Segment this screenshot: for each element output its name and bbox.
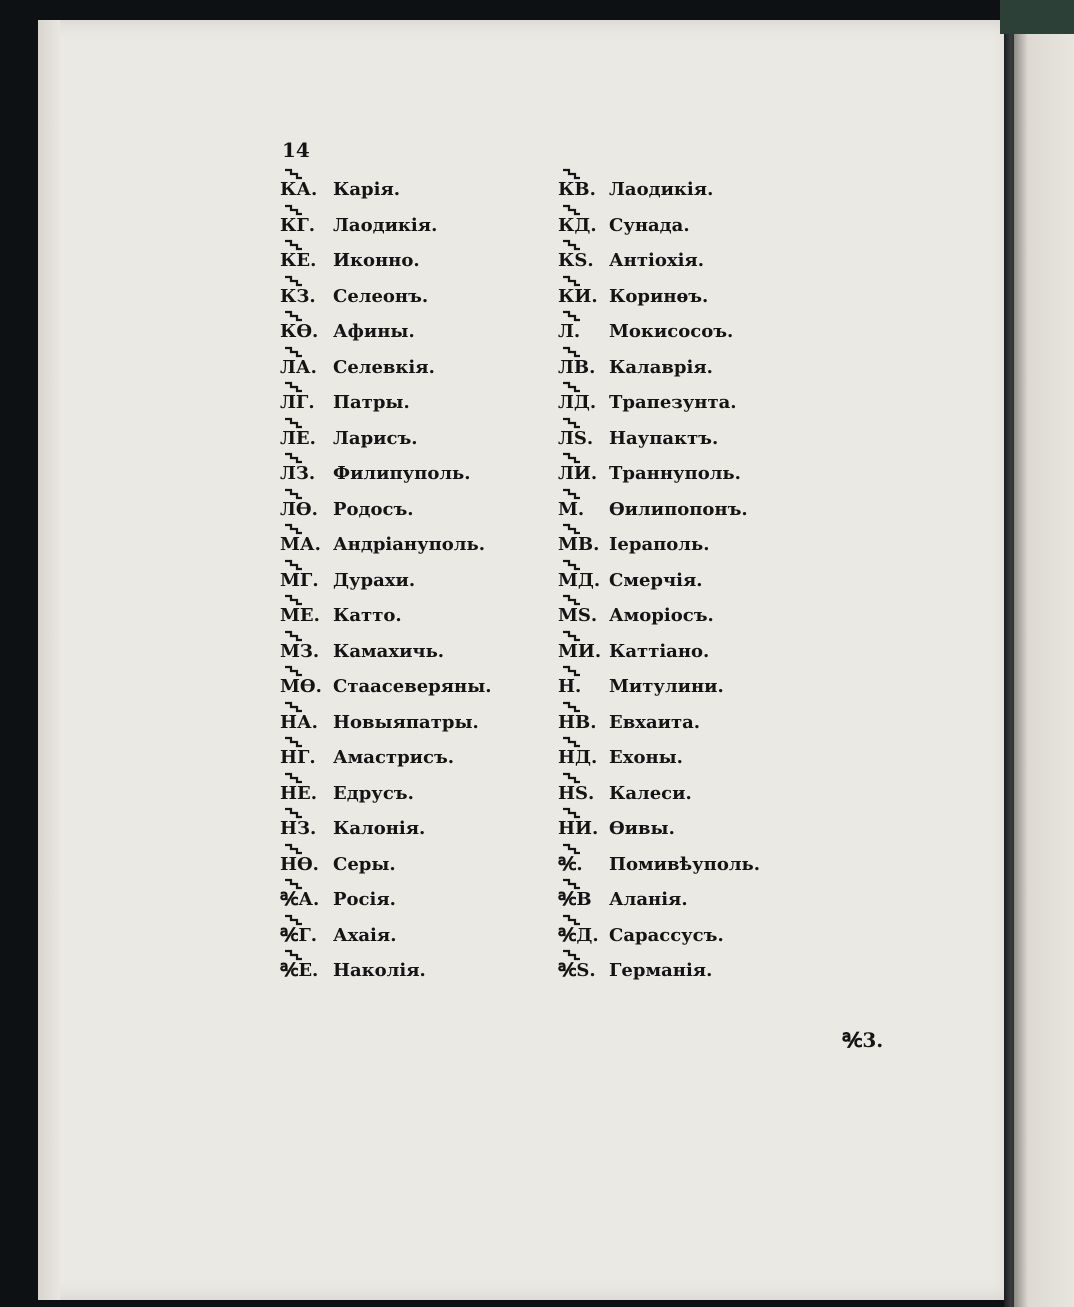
- left-entry-name: Патры.: [333, 392, 410, 413]
- left-entry-code: ЛА.: [280, 356, 317, 378]
- right-entry-name: Іераполь.: [609, 534, 710, 555]
- right-entry-code: КД.: [558, 214, 597, 236]
- left-entry-name: Дурахи.: [333, 569, 416, 591]
- right-entry-code: МВ.: [558, 534, 600, 555]
- titlo-mark: [561, 914, 581, 926]
- titlo-mark: [283, 630, 303, 642]
- left-entry-code: МѲ.: [280, 676, 322, 697]
- right-entry-name: Ѳилипопонъ.: [609, 498, 748, 520]
- titlo-mark: [283, 275, 303, 287]
- right-entry-code: ЛИ.: [558, 463, 598, 484]
- titlo-mark: [283, 346, 303, 358]
- left-entry-name: Афины.: [333, 321, 415, 342]
- right-entry-name: Лаодикія.: [609, 179, 714, 200]
- left-entry-code: КА.: [280, 179, 318, 200]
- left-entry-code: ℀А.: [280, 889, 320, 910]
- left-entry-name: Лаодикія.: [333, 214, 438, 236]
- left-entry-name: Селевкія.: [333, 356, 435, 378]
- right-entry-name: Антіохія.: [609, 250, 704, 271]
- spine-binding: [1000, 0, 1074, 34]
- left-entry-code: НѲ.: [280, 853, 319, 875]
- left-entry-name: Наколія.: [333, 960, 426, 981]
- left-entry-code: МЗ.: [280, 640, 320, 662]
- right-entry-name: Сарассусъ.: [609, 924, 724, 946]
- right-entry-code: ЛЅ.: [558, 427, 594, 449]
- page-edge: [38, 20, 60, 1300]
- right-entry-name: Трапезунта.: [609, 392, 737, 413]
- right-entry-name: Калеси.: [609, 782, 692, 804]
- titlo-mark: [561, 630, 581, 642]
- right-entry-name: Наупактъ.: [609, 427, 719, 449]
- left-entry-code: МА.: [280, 534, 321, 555]
- right-entry-code: КЅ.: [558, 250, 594, 271]
- left-entry-code: ℀Г.: [280, 924, 318, 946]
- right-entry-code: НВ.: [558, 711, 597, 733]
- left-entry-code: ЛѲ.: [280, 498, 318, 520]
- titlo-mark: [561, 701, 581, 713]
- titlo-mark: [283, 701, 303, 713]
- left-entry-code: МЕ.: [280, 605, 320, 626]
- left-entry-name: Едрусъ.: [333, 782, 414, 804]
- right-entry-name: Ѳивы.: [609, 818, 675, 839]
- facing-page-edge: [1014, 28, 1074, 1307]
- left-entry-name: Камахичь.: [333, 640, 445, 662]
- titlo-mark: [561, 843, 581, 855]
- titlo-mark: [561, 772, 581, 784]
- right-entry-code: МЅ.: [558, 605, 598, 626]
- left-entry-code: ЛЕ.: [280, 427, 316, 449]
- left-entry-code: ℀Е.: [280, 960, 319, 981]
- left-entry-code: КГ.: [280, 214, 316, 236]
- titlo-mark: [561, 346, 581, 358]
- right-entry-name: Сунада.: [609, 214, 690, 236]
- right-entry-name: Евхаита.: [609, 711, 701, 733]
- titlo-mark: [561, 488, 581, 500]
- titlo-mark: [283, 914, 303, 926]
- left-entry-name: Новыяпатры.: [333, 711, 479, 733]
- right-entry-code: ЛВ.: [558, 356, 596, 378]
- titlo-mark: [283, 488, 303, 500]
- right-entry-code: М.: [558, 498, 585, 520]
- left-entry-name: Амастрисъ.: [333, 747, 455, 768]
- left-entry-name: Андріануполь.: [333, 534, 485, 555]
- left-entry-name: Иконно.: [333, 250, 420, 271]
- right-entry-code: МИ.: [558, 640, 602, 662]
- left-entry-code: КѲ.: [280, 321, 319, 342]
- page-number: 14: [282, 138, 310, 162]
- left-entry-name: Селеонъ.: [333, 285, 429, 307]
- right-entry-code: НД.: [558, 747, 598, 768]
- left-entry-code: НГ.: [280, 747, 316, 768]
- book-page: [38, 20, 1010, 1300]
- right-entry-name: Помивѣуполь.: [609, 853, 761, 875]
- left-entry-name: Росія.: [333, 889, 396, 910]
- right-entry-name: Ехоны.: [609, 747, 683, 768]
- titlo-mark: [283, 772, 303, 784]
- titlo-mark: [283, 559, 303, 571]
- left-entry-code: НЗ.: [280, 818, 317, 839]
- right-entry-name: Траннуполь.: [609, 463, 741, 484]
- right-entry-name: Каттіано.: [609, 640, 710, 662]
- right-entry-name: Митулини.: [609, 676, 724, 697]
- left-entry-code: НЕ.: [280, 782, 317, 804]
- right-entry-code: ℀Д.: [558, 924, 599, 946]
- left-entry-name: Ларисъ.: [333, 427, 418, 449]
- right-entry-code: Н.: [558, 676, 582, 697]
- right-entry-code: ℀Ѕ.: [558, 960, 596, 981]
- titlo-mark: [561, 204, 581, 216]
- right-entry-name: Смерчія.: [609, 569, 703, 591]
- right-entry-code: Л.: [558, 321, 581, 342]
- left-entry-name: Стаасеверяны.: [333, 676, 492, 697]
- left-entry-name: Калонія.: [333, 818, 426, 839]
- left-entry-code: ЛГ.: [280, 392, 315, 413]
- right-entry-code: КИ.: [558, 285, 598, 307]
- titlo-mark: [283, 843, 303, 855]
- left-entry-code: ЛЗ.: [280, 463, 316, 484]
- right-entry-code: НЅ.: [558, 782, 595, 804]
- right-entry-name: Аланія.: [609, 889, 688, 910]
- titlo-mark: [561, 275, 581, 287]
- right-entry-name: Коринѳъ.: [609, 285, 709, 307]
- right-entry-code: ℀.: [558, 853, 583, 875]
- right-entry-code: МД.: [558, 569, 601, 591]
- left-entry-name: Филипуполь.: [333, 463, 471, 484]
- titlo-mark: [561, 417, 581, 429]
- left-entry-name: Серы.: [333, 853, 396, 875]
- right-entry-name: Калаврія.: [609, 356, 713, 378]
- printer-signature: ℀3.: [842, 1028, 884, 1052]
- titlo-mark: [561, 559, 581, 571]
- right-entry-name: Мокисосоъ.: [609, 321, 734, 342]
- right-entry-code: НИ.: [558, 818, 599, 839]
- titlo-mark: [283, 417, 303, 429]
- right-entry-code: ℀В: [558, 889, 592, 910]
- left-entry-name: Родосъ.: [333, 498, 414, 520]
- right-entry-code: КВ.: [558, 179, 596, 200]
- left-entry-code: КЗ.: [280, 285, 316, 307]
- left-entry-code: МГ.: [280, 569, 319, 591]
- right-entry-name: Аморіосъ.: [609, 605, 714, 626]
- left-entry-name: Карія.: [333, 179, 401, 200]
- left-entry-name: Ахаія.: [333, 924, 397, 946]
- left-entry-code: НА.: [280, 711, 318, 733]
- right-entry-name: Германія.: [609, 960, 713, 981]
- right-entry-code: ЛД.: [558, 392, 597, 413]
- left-entry-name: Катто.: [333, 605, 402, 626]
- left-entry-code: КЕ.: [280, 250, 317, 271]
- titlo-mark: [283, 204, 303, 216]
